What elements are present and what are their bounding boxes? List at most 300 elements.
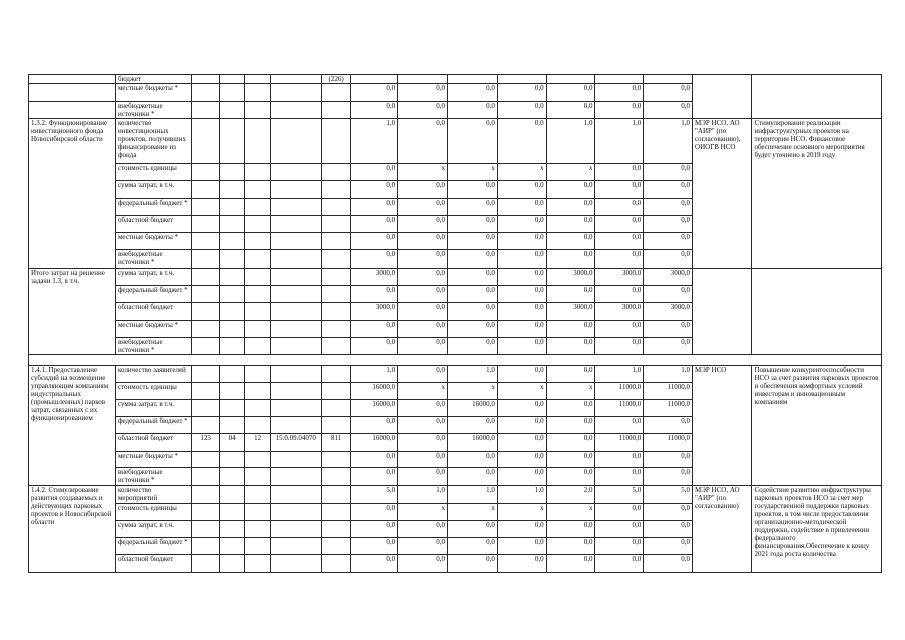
year-2021-cell: 0,0 <box>497 417 546 434</box>
section-cell <box>219 452 244 468</box>
indicator-cell: федеральный бюджет * <box>115 538 191 555</box>
year-2021-cell: 0,0 <box>497 400 546 417</box>
year-2022-cell: 0,0 <box>546 181 595 199</box>
section-cell <box>219 119 244 164</box>
subsection-cell <box>245 286 270 303</box>
total-cell: 0,0 <box>351 181 398 199</box>
year-2023-cell: 0,0 <box>595 250 644 269</box>
year-2021-cell: 0,0 <box>497 286 546 303</box>
subsection-cell <box>245 504 270 521</box>
subsection-cell <box>245 417 270 434</box>
year-2021-cell: x <box>497 504 546 521</box>
section-header-row <box>29 355 882 366</box>
year-2022-cell: 0,0 <box>546 84 595 102</box>
expense-type-cell <box>321 521 351 538</box>
indicator-cell: количество инвестиционных проектов, получивших финансирование из фонда <box>115 119 191 164</box>
indicator-cell: местные бюджеты * <box>115 84 191 102</box>
year-2022-cell: x <box>546 383 595 400</box>
total-cell <box>351 75 398 84</box>
total-cell: 16000,0 <box>351 434 398 452</box>
indicator-cell: стоимость единицы <box>115 383 191 400</box>
expense-type-cell <box>321 538 351 555</box>
activity-cell: 1.4.1. Предоставление субсидий на возмещение управляющим компаниям индустриальных (промышленных) парков затрат, связанных с их функционированием <box>29 366 116 486</box>
year-2022-cell: 3000,0 <box>546 303 595 321</box>
year-2019-cell: 0,0 <box>398 417 448 434</box>
expense-type-cell <box>321 119 351 164</box>
year-2023-cell: 0,0 <box>595 468 644 486</box>
section-cell <box>219 250 244 269</box>
year-2024-cell: 0,0 <box>644 521 693 538</box>
year-2019-cell: 0,0 <box>398 338 448 355</box>
section-cell <box>219 555 244 573</box>
section-cell <box>219 400 244 417</box>
expense-type-cell <box>321 286 351 303</box>
year-2021-cell: 0,0 <box>497 338 546 355</box>
indicator-cell: внебюджетные источники * <box>115 250 191 269</box>
year-2019-cell: 0,0 <box>398 199 448 216</box>
program-activities-table <box>28 74 882 573</box>
target-article-cell <box>270 366 321 383</box>
subsection-cell <box>245 321 270 338</box>
gov-code-cell <box>192 199 220 216</box>
year-2019-cell: 0,0 <box>398 538 448 555</box>
year-2022-cell: 0,0 <box>546 250 595 269</box>
year-2023-cell: 0,0 <box>595 321 644 338</box>
year-2020-cell: 0,0 <box>448 538 498 555</box>
executor-cell: МЭР НСО, АО "АИР" (по согласованию), ОИОГВ НСО <box>693 119 752 269</box>
year-2021-cell: 0,0 <box>497 119 546 164</box>
year-2019-cell: x <box>398 383 448 400</box>
expense-type-cell <box>321 181 351 199</box>
expense-type-cell <box>321 383 351 400</box>
year-2022-cell: 0,0 <box>546 417 595 434</box>
year-2023-cell: 0,0 <box>595 181 644 199</box>
target-article-cell <box>270 233 321 250</box>
year-2023-cell: 1,0 <box>595 119 644 164</box>
section-cell <box>219 486 244 504</box>
total-cell: 0,0 <box>351 199 398 216</box>
executor-cell: МЭР НСО, АО "АИР" (по согласованию) <box>693 486 752 573</box>
indicator-cell: областной бюджет <box>115 434 191 452</box>
target-article-cell <box>270 400 321 417</box>
target-article-cell <box>270 250 321 269</box>
year-2024-cell: 5,0 <box>644 486 693 504</box>
section-cell <box>219 84 244 102</box>
expense-type-cell <box>321 486 351 504</box>
year-2022-cell: 0,0 <box>546 199 595 216</box>
year-2019-cell: 0,0 <box>398 321 448 338</box>
subsection-cell <box>245 75 270 84</box>
year-2020-cell: 16000,0 <box>448 434 498 452</box>
subsection-cell <box>245 164 270 181</box>
year-2023-cell: 11000,0 <box>595 383 644 400</box>
target-article-cell <box>270 417 321 434</box>
indicator-cell: федеральный бюджет * <box>115 286 191 303</box>
year-2024-cell: 0,0 <box>644 286 693 303</box>
section-cell <box>219 468 244 486</box>
year-2020-cell: 0,0 <box>448 84 498 102</box>
gov-code-cell <box>192 468 220 486</box>
subsection-cell <box>245 521 270 538</box>
target-article-cell <box>270 84 321 102</box>
total-cell: 0,0 <box>351 338 398 355</box>
year-2024-cell: 11000,0 <box>644 383 693 400</box>
indicator-cell: областной бюджет <box>115 555 191 573</box>
year-2021-cell: 0,0 <box>497 452 546 468</box>
indicator-cell: количество заявителей <box>115 366 191 383</box>
target-article-cell <box>270 286 321 303</box>
year-2023-cell: 0,0 <box>595 417 644 434</box>
year-2021-cell: 0,0 <box>497 321 546 338</box>
section-cell <box>219 164 244 181</box>
gov-code-cell <box>192 338 220 355</box>
expense-type-cell <box>321 84 351 102</box>
year-2021-cell: x <box>497 383 546 400</box>
subsection-cell <box>245 555 270 573</box>
indicator-cell: бюджет <box>115 75 191 84</box>
year-2021-cell <box>497 75 546 84</box>
gov-code-cell <box>192 555 220 573</box>
year-2024-cell: 0,0 <box>644 164 693 181</box>
year-2019-cell: 0,0 <box>398 102 448 119</box>
expense-type-cell <box>321 555 351 573</box>
gov-code-cell <box>192 250 220 269</box>
target-article-cell: 15.0.09.04070 <box>270 434 321 452</box>
expense-type-cell <box>321 338 351 355</box>
year-2021-cell: 0,0 <box>497 102 546 119</box>
expected-result-cell <box>752 269 882 355</box>
year-2020-cell: 0,0 <box>448 286 498 303</box>
year-2024-cell: 1,0 <box>644 366 693 383</box>
program-table-page <box>28 74 882 573</box>
section-cell <box>219 366 244 383</box>
subsection-cell <box>245 383 270 400</box>
year-2021-cell: 0,0 <box>497 555 546 573</box>
expense-type-cell: 811 <box>321 434 351 452</box>
year-2019-cell <box>398 75 448 84</box>
year-2024-cell: 0,0 <box>644 538 693 555</box>
year-2019-cell: 0,0 <box>398 181 448 199</box>
year-2022-cell <box>546 75 595 84</box>
gov-code-cell <box>192 181 220 199</box>
year-2022-cell: 0,0 <box>546 434 595 452</box>
gov-code-cell <box>192 216 220 233</box>
year-2023-cell: 0,0 <box>595 555 644 573</box>
activity-cell: 1.3.2. Функционирование инвестиционного фонда Новосибирской области <box>29 119 116 269</box>
section-cell <box>219 504 244 521</box>
total-cell: 3000,0 <box>351 269 398 286</box>
section-cell <box>219 233 244 250</box>
indicator-cell: областной бюджет <box>115 303 191 321</box>
expense-type-cell <box>321 468 351 486</box>
year-2024-cell: 0,0 <box>644 216 693 233</box>
indicator-cell: местные бюджеты * <box>115 452 191 468</box>
total-cell: 0,0 <box>351 521 398 538</box>
year-2019-cell: 0,0 <box>398 555 448 573</box>
year-2024-cell <box>644 75 693 84</box>
year-2021-cell: 0,0 <box>497 199 546 216</box>
target-article-cell <box>270 269 321 286</box>
year-2023-cell: 11000,0 <box>595 434 644 452</box>
year-2023-cell: 0,0 <box>595 102 644 119</box>
gov-code-cell <box>192 321 220 338</box>
subsection-cell <box>245 269 270 286</box>
year-2020-cell: x <box>448 504 498 521</box>
indicator-cell: федеральный бюджет * <box>115 199 191 216</box>
year-2020-cell: 0,0 <box>448 216 498 233</box>
year-2022-cell: 0,0 <box>546 521 595 538</box>
target-article-cell <box>270 521 321 538</box>
total-cell: 0,0 <box>351 102 398 119</box>
year-2020-cell: 0,0 <box>448 233 498 250</box>
section-cell <box>219 538 244 555</box>
section-cell <box>219 521 244 538</box>
table-row <box>29 366 882 383</box>
indicator-cell: сумма затрат, в т.ч. <box>115 400 191 417</box>
year-2023-cell: 0,0 <box>595 84 644 102</box>
indicator-cell: областной бюджет <box>115 216 191 233</box>
year-2023-cell: 3000,0 <box>595 269 644 286</box>
year-2021-cell: 0,0 <box>497 181 546 199</box>
target-article-cell <box>270 321 321 338</box>
total-cell: 0,0 <box>351 164 398 181</box>
subsection-cell <box>245 538 270 555</box>
gov-code-cell <box>192 521 220 538</box>
target-article-cell <box>270 102 321 119</box>
year-2024-cell: 3000,0 <box>644 269 693 286</box>
subsection-cell <box>245 216 270 233</box>
total-cell: 0,0 <box>351 321 398 338</box>
year-2023-cell: 0,0 <box>595 504 644 521</box>
year-2020-cell: 0,0 <box>448 555 498 573</box>
indicator-cell: местные бюджеты * <box>115 321 191 338</box>
year-2021-cell: 0,0 <box>497 366 546 383</box>
expense-type-cell <box>321 504 351 521</box>
subsection-cell <box>245 338 270 355</box>
year-2022-cell: 0,0 <box>546 338 595 355</box>
year-2023-cell: 1,0 <box>595 366 644 383</box>
subsection-cell <box>245 452 270 468</box>
section-cell <box>219 286 244 303</box>
expense-type-cell <box>321 269 351 286</box>
gov-code-cell <box>192 538 220 555</box>
target-article-cell <box>270 338 321 355</box>
indicator-cell: внебюджетные источники * <box>115 468 191 486</box>
year-2022-cell: 0,0 <box>546 400 595 417</box>
year-2021-cell: 0,0 <box>497 269 546 286</box>
year-2020-cell: 0,0 <box>448 303 498 321</box>
subsection-cell <box>245 250 270 269</box>
gov-code-cell <box>192 504 220 521</box>
expense-type-cell <box>321 366 351 383</box>
subsection-cell <box>245 181 270 199</box>
total-cell: 16000,0 <box>351 383 398 400</box>
year-2020-cell: 0,0 <box>448 269 498 286</box>
year-2024-cell: 0,0 <box>644 468 693 486</box>
expected-result-cell: Содействие развитию инфраструктуры парковых проектов НСО за счет мер государственной поддержки парковых проектов, в том числе предоставления организационно-методической поддержки, содействие в привлечении федерального финансирования.Обеспечение к концу 2021 года роста количества <box>752 486 882 573</box>
gov-code-cell <box>192 102 220 119</box>
expense-type-cell <box>321 199 351 216</box>
target-article-cell <box>270 486 321 504</box>
table-row <box>29 119 882 164</box>
year-2022-cell: x <box>546 164 595 181</box>
gov-code-cell <box>192 383 220 400</box>
year-2020-cell: 1,0 <box>448 486 498 504</box>
year-2022-cell: 0,0 <box>546 321 595 338</box>
activity-cell: 1.4.2. Стимулирование развития создаваемых и действующих парковых проектов в Новосибирской области <box>29 486 116 573</box>
year-2022-cell: 0,0 <box>546 468 595 486</box>
year-2023-cell: 0,0 <box>595 521 644 538</box>
year-2020-cell: 0,0 <box>448 119 498 164</box>
expected-result-cell: Повышение конкурентоспособности НСО за счет развития парковых проектов и обеспечения комфортных условий инвесторам и инновационным компаниям <box>752 366 882 486</box>
total-cell: 1,0 <box>351 119 398 164</box>
total-cell: 0,0 <box>351 216 398 233</box>
year-2021-cell: 0,0 <box>497 84 546 102</box>
section-cell <box>219 338 244 355</box>
indicator-cell: сумма затрат, в т.ч. <box>115 269 191 286</box>
section-cell <box>219 216 244 233</box>
gov-code-cell <box>192 84 220 102</box>
year-2023-cell: 0,0 <box>595 538 644 555</box>
year-2023-cell: 0,0 <box>595 338 644 355</box>
year-2024-cell: 0,0 <box>644 181 693 199</box>
year-2023-cell: 0,0 <box>595 216 644 233</box>
section-cell <box>219 102 244 119</box>
year-2024-cell: 0,0 <box>644 84 693 102</box>
total-cell: 0,0 <box>351 504 398 521</box>
table-row <box>29 269 882 286</box>
activity-cell <box>29 75 116 84</box>
section-cell <box>219 417 244 434</box>
total-cell: 0,0 <box>351 452 398 468</box>
year-2020-cell: 0,0 <box>448 338 498 355</box>
target-article-cell <box>270 504 321 521</box>
year-2019-cell: 0,0 <box>398 452 448 468</box>
subsection-cell <box>245 400 270 417</box>
section-cell <box>219 383 244 400</box>
year-2020-cell: x <box>448 383 498 400</box>
year-2023-cell: 0,0 <box>595 233 644 250</box>
year-2024-cell: 11000,0 <box>644 434 693 452</box>
section-cell: 04 <box>219 434 244 452</box>
gov-code-cell <box>192 400 220 417</box>
year-2019-cell: 0,0 <box>398 84 448 102</box>
expense-type-cell <box>321 250 351 269</box>
year-2022-cell: 2,0 <box>546 486 595 504</box>
year-2021-cell: x <box>497 164 546 181</box>
year-2022-cell: x <box>546 504 595 521</box>
year-2021-cell: 0,0 <box>497 216 546 233</box>
year-2024-cell: 0,0 <box>644 555 693 573</box>
year-2024-cell: 0,0 <box>644 338 693 355</box>
executor-cell <box>693 269 752 355</box>
year-2022-cell: 0,0 <box>546 216 595 233</box>
indicator-cell: внебюджетные источники * <box>115 338 191 355</box>
year-2023-cell: 11000,0 <box>595 400 644 417</box>
year-2022-cell: 0,0 <box>546 538 595 555</box>
year-2023-cell: 3000,0 <box>595 303 644 321</box>
year-2024-cell: 11000,0 <box>644 400 693 417</box>
expense-type-cell <box>321 400 351 417</box>
indicator-cell: местные бюджеты * <box>115 233 191 250</box>
year-2020-cell: 0,0 <box>448 250 498 269</box>
year-2021-cell: 0,0 <box>497 468 546 486</box>
year-2019-cell: 0,0 <box>398 434 448 452</box>
subsection-cell: 12 <box>245 434 270 452</box>
year-2019-cell: 0,0 <box>398 216 448 233</box>
year-2019-cell: 0,0 <box>398 233 448 250</box>
subsection-cell <box>245 119 270 164</box>
expense-type-cell <box>321 321 351 338</box>
section-cell <box>219 303 244 321</box>
total-cell: 0,0 <box>351 538 398 555</box>
year-2024-cell: 0,0 <box>644 321 693 338</box>
expense-type-cell <box>321 102 351 119</box>
gov-code-cell <box>192 366 220 383</box>
gov-code-cell <box>192 486 220 504</box>
year-2020-cell: 0,0 <box>448 102 498 119</box>
year-2020-cell: 0,0 <box>448 468 498 486</box>
total-cell: 0,0 <box>351 250 398 269</box>
table-row <box>29 486 882 504</box>
indicator-cell: стоимость единицы <box>115 164 191 181</box>
total-cell: 0,0 <box>351 468 398 486</box>
expense-type-cell <box>321 233 351 250</box>
expense-type-cell <box>321 452 351 468</box>
year-2020-cell: 0,0 <box>448 199 498 216</box>
indicator-cell: сумма затрат, в т.ч. <box>115 181 191 199</box>
year-2020-cell: 1,0 <box>448 366 498 383</box>
year-2022-cell: 0,0 <box>546 286 595 303</box>
year-2021-cell: 0,0 <box>497 250 546 269</box>
total-cell: 0,0 <box>351 286 398 303</box>
subsection-cell <box>245 233 270 250</box>
gov-code-cell <box>192 417 220 434</box>
target-article-cell <box>270 216 321 233</box>
year-2024-cell: 0,0 <box>644 102 693 119</box>
section-heading <box>29 355 882 366</box>
year-2022-cell: 0,0 <box>546 366 595 383</box>
total-cell: 5,0 <box>351 486 398 504</box>
year-2021-cell: 0,0 <box>497 303 546 321</box>
section-cell <box>219 269 244 286</box>
gov-code-cell <box>192 303 220 321</box>
target-article-cell <box>270 199 321 216</box>
total-cell: 0,0 <box>351 555 398 573</box>
expense-type-cell <box>321 417 351 434</box>
year-2019-cell: 0,0 <box>398 468 448 486</box>
total-cell: 0,0 <box>351 233 398 250</box>
target-article-cell <box>270 468 321 486</box>
year-2020-cell: 0,0 <box>448 452 498 468</box>
expense-type-cell <box>321 303 351 321</box>
year-2024-cell: 3000,0 <box>644 303 693 321</box>
year-2019-cell: 0,0 <box>398 286 448 303</box>
year-2022-cell: 0,0 <box>546 452 595 468</box>
gov-code-cell <box>192 233 220 250</box>
gov-code-cell <box>192 164 220 181</box>
year-2019-cell: 0,0 <box>398 366 448 383</box>
executor-cell: МЭР НСО <box>693 366 752 486</box>
year-2019-cell: 0,0 <box>398 400 448 417</box>
target-article-cell <box>270 538 321 555</box>
indicator-cell: федеральный бюджет * <box>115 417 191 434</box>
year-2023-cell: 0,0 <box>595 164 644 181</box>
year-2022-cell: 0,0 <box>546 102 595 119</box>
year-2019-cell: 0,0 <box>398 521 448 538</box>
indicator-cell: сумма затрат, в т.ч. <box>115 521 191 538</box>
year-2020-cell: x <box>448 164 498 181</box>
